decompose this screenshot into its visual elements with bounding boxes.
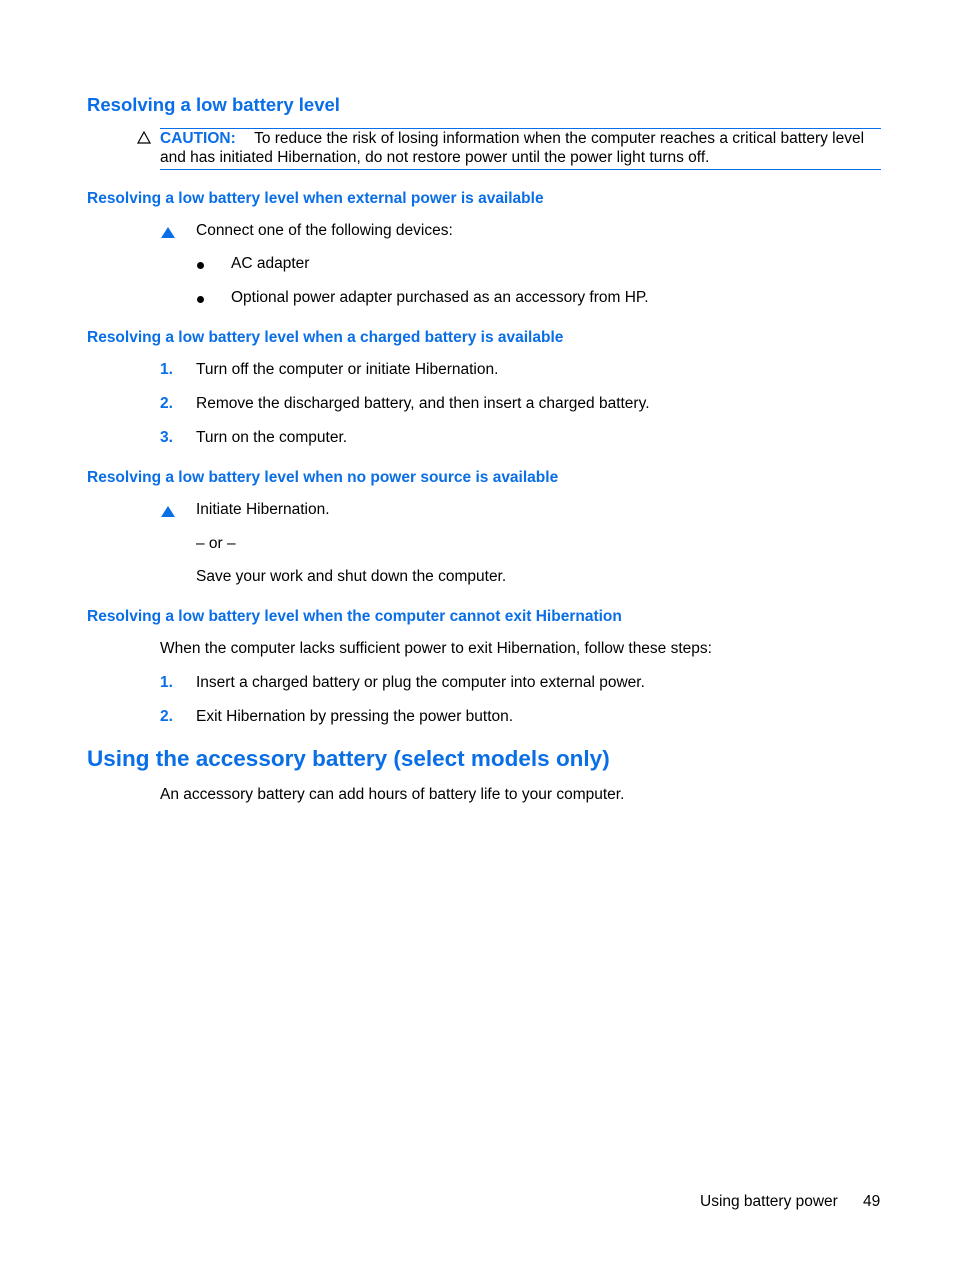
footer-section-name: Using battery power — [700, 1193, 838, 1210]
section-heading-low-battery: Resolving a low battery level — [87, 94, 340, 115]
step-text: Insert a charged battery or plug the computer into external power. — [196, 674, 645, 691]
bullet-ac-adapter: AC adapter — [231, 255, 310, 272]
subheading-no-power: Resolving a low battery level when no power source is available — [87, 469, 559, 486]
step-number: 2. — [160, 708, 173, 725]
subheading-charged-battery: Resolving a low battery level when a charged battery is available — [87, 329, 564, 346]
step-triangle-icon — [161, 227, 175, 238]
step-text: Exit Hibernation by pressing the power button. — [196, 708, 514, 725]
bullet-dot-icon — [197, 262, 204, 269]
accessory-text: An accessory battery can add hours of battery life to your computer. — [160, 786, 625, 803]
or-separator: – or – — [196, 535, 236, 552]
step-number: 2. — [160, 395, 173, 412]
footer-page-number: 49 — [863, 1193, 881, 1210]
caution-label: CAUTION: — [160, 130, 236, 147]
section-heading-accessory: Using the accessory battery (select models only) — [87, 746, 610, 771]
step-text: Remove the discharged battery, and then insert a charged battery. — [196, 395, 650, 412]
step-number: 1. — [160, 361, 173, 378]
caution-text-2: and has initiated Hibernation, do not restore power until the power light turns off. — [160, 149, 710, 166]
caution-line-1 — [160, 130, 864, 148]
step-text-save: Save your work and shut down the computer. — [196, 568, 507, 585]
caution-text-1: To reduce the risk of losing information when the computer reaches a critical battery level — [254, 130, 865, 147]
step-number: 3. — [160, 429, 173, 446]
caution-triangle-icon — [137, 131, 151, 144]
step-text-connect: Connect one of the following devices: — [196, 222, 453, 239]
bullet-dot-icon — [197, 296, 204, 303]
step-triangle-icon — [161, 506, 175, 517]
caution-bottom-rule — [160, 169, 881, 170]
subheading-cannot-exit: Resolving a low battery level when the computer cannot exit Hibernation — [87, 608, 622, 625]
step-text: Turn on the computer. — [196, 429, 348, 446]
step-text-initiate: Initiate Hibernation. — [196, 501, 330, 518]
bullet-optional-adapter: Optional power adapter purchased as an accessory from HP. — [231, 289, 649, 306]
caution-top-rule — [160, 128, 881, 129]
step-text: Turn off the computer or initiate Hibernation. — [196, 361, 499, 378]
subheading-external-power: Resolving a low battery level when external power is available — [87, 190, 544, 207]
intro-text: When the computer lacks sufficient power to exit Hibernation, follow these steps: — [160, 640, 712, 657]
step-number: 1. — [160, 674, 173, 691]
